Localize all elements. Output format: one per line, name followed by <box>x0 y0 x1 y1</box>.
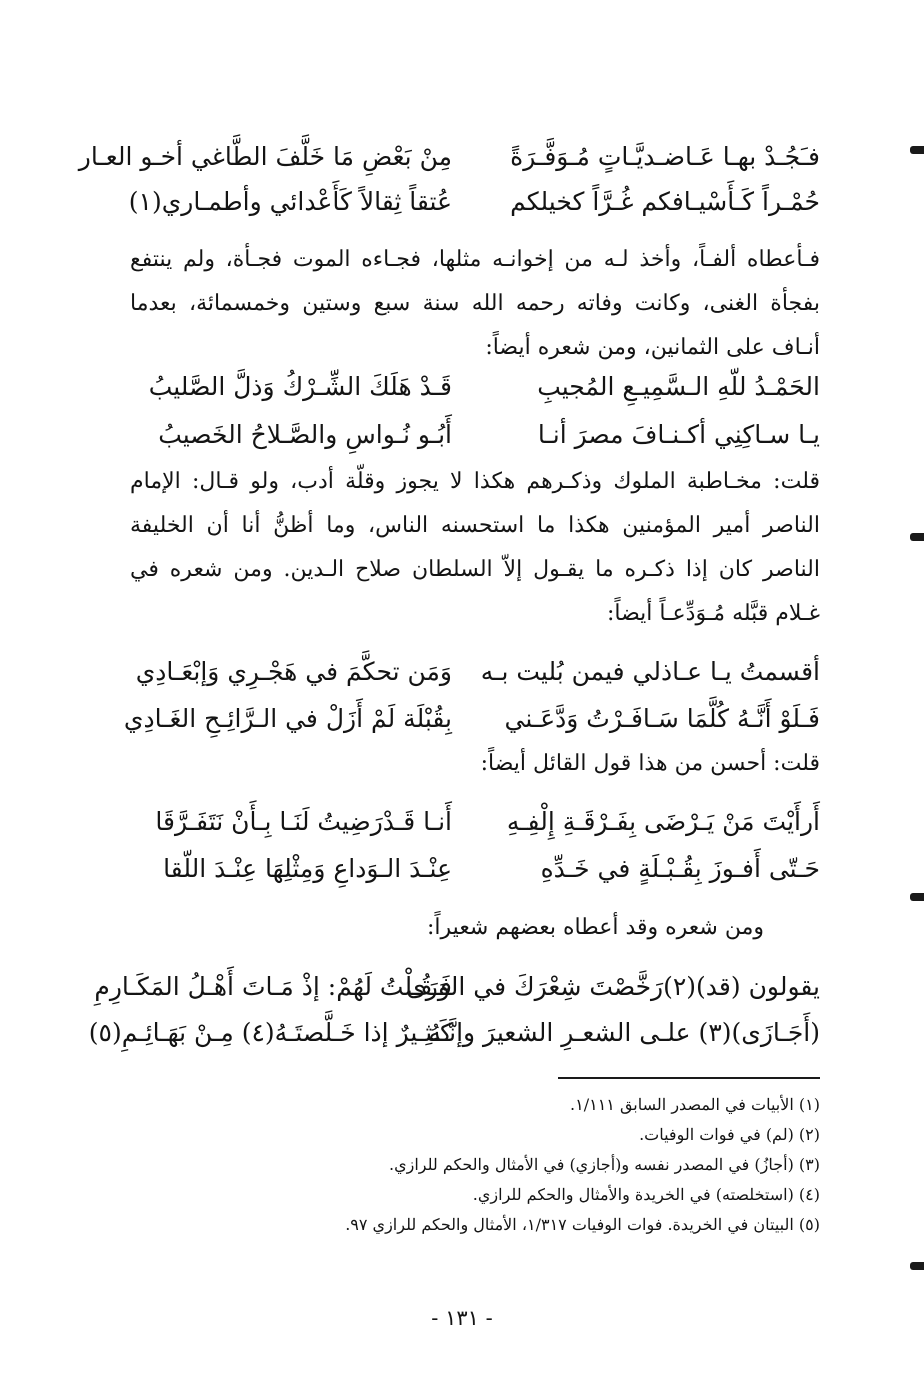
hemistich-first: حُمْـراً كَـأَسْيـافكم غُـرَّاً كخيلكم <box>510 187 820 216</box>
hemistich-second: قَـدْ هَلَكَ الشِّـرْكُ وَذلَّ الصَّليبُ <box>148 372 452 401</box>
page-number: - ١٣١ - <box>431 1306 493 1330</box>
hemistich-first: فَـلَوْ أَنَّـهُ كُلَّمَا سَـافَـرْتُ وَدَّعَـني <box>504 704 820 733</box>
hemistich-second: مِنْ بَعْضِ مَا خَلَّفَ الطَّاغي أخـو العـار <box>78 142 452 171</box>
footnote: (٤) (استخلصته) في الخريدة والأمثال والحكم للرازي. <box>472 1185 820 1204</box>
footnote: (٣) (أجازُ) في المصدر نفسه و(أجازي) في الأمثال والحكم للرازي. <box>389 1155 820 1174</box>
footnote-divider <box>558 1077 820 1079</box>
paragraph: قلت: مخـاطبة الملوك وذكـرهم هكذا لا يجوز وقلّة أدب، ولو قـال: الإمام الناصر أمير المؤمنين هكذا ما استحسنه الناس، وما أظنُّ أنا أن الخليفة الناصر كان إذا ذكـره ما يقـول إلاّ السلطان صلاح الـدين. ومن شعره في غـلام قبَّله مُـوَدِّعـاً أيضاً: <box>130 469 820 626</box>
hemistich-second: بِقُبْلَة لَمْ أَزَلْ في الـرَّائِـحِ الغَـادِي <box>123 704 452 733</box>
paragraph: ومن شعره وقد أعطاه بعضهم شعيراً: <box>427 915 764 940</box>
footnote: (١) الأبيات في المصدر السابق ١/١١١. <box>570 1095 820 1114</box>
hemistich-second: أَبُـو نُـواسِ والصَّـلاحُ الخَصيبُ <box>158 420 452 449</box>
hemistich-second: عِنْـدَ الـوَداعِ وَمِثْلِهَا عِنْـدَ اللّقا <box>163 854 452 883</box>
hemistich-first: (أَجَـازَى)(٣) علـى الشعـرِ الشعيرَ وإنَّـهُ <box>428 1018 820 1047</box>
hemistich-first: فـَجُـدْ بهـا عَـاضـديَّـاتٍ مُـوَفَّـرَةً <box>510 142 820 171</box>
hemistich-second: أَنـا قَـدْرَضِيتُ لَنَـا بِـأَنْ نَتَفَـرَّقَا <box>155 807 452 836</box>
paragraph: قلت: أحسن من هذا قول القائل أيضاً: <box>480 751 820 776</box>
page-edge-mark <box>910 146 924 154</box>
footnote: (٥) البيتان في الخريدة. فوات الوفيات ١/٣١٧، الأمثال والحكم للرازي ٩٧. <box>345 1215 820 1234</box>
hemistich-first: أَرأَيْتَ مَنْ يَـرْضَى بِفَـرْقَـةِ إِلْفِـهِ <box>506 807 820 836</box>
hemistich-first: الحَمْـدُ للّهِ الـسَّمِيـعِ المُجيبِ <box>537 372 820 401</box>
hemistich-first: يـا سـاكِنِي أكـنـافَ مصرَ أنـا <box>537 420 820 449</box>
hemistich-first: أقسمتُ يـا عـاذلي فيمن بُليت بـه <box>480 657 820 686</box>
hemistich-second: عُتقاً ثِقالاً كَأَعْدائي وأطمـاري(١) <box>128 187 452 216</box>
page-edge-mark <box>910 1262 924 1270</box>
hemistich-second: وَمَن تحكَّمَ في هَجْـرِي وَإبْعَـادِي <box>135 657 452 686</box>
hemistich-second: كَـثِـيرٌ إذا خَـلَّصتَـهُ(٤) مِـنْ بَهَـائِـمِ(٥) <box>88 1018 452 1047</box>
footnotes <box>200 1090 820 1240</box>
hemistich-second: فَـقُـلْتُ لَهُمْ: إذْ مَـاتَ أَهْـلُ المَكَـارِمِ <box>94 972 452 1001</box>
paragraph: فـأعطاه ألفـاً، وأخذ لـه من إخوانـه مثلها، فجـاءه الموت فجـأة، ولم ينتفع بفجأة الغنى، وكانت وفاته رحمه الله سنة سبع وستين وخمسمائة، بعدما أنـاف على الثمانين، ومن شعره أيضاً: <box>130 247 820 360</box>
hemistich-first: يقولون (قد)(٢)رَخَّصْتَ شِعْرَكَ في الوَرَى <box>406 972 820 1001</box>
footnote: (٢) (لم) في فوات الوفيات. <box>639 1125 820 1144</box>
hemistich-first: حَـتّى أَفـوزَ بِقُـبْـلَةٍ في خَـدِّهِ <box>540 854 820 883</box>
page-edge-mark <box>910 533 924 541</box>
page-edge-mark <box>910 893 924 901</box>
